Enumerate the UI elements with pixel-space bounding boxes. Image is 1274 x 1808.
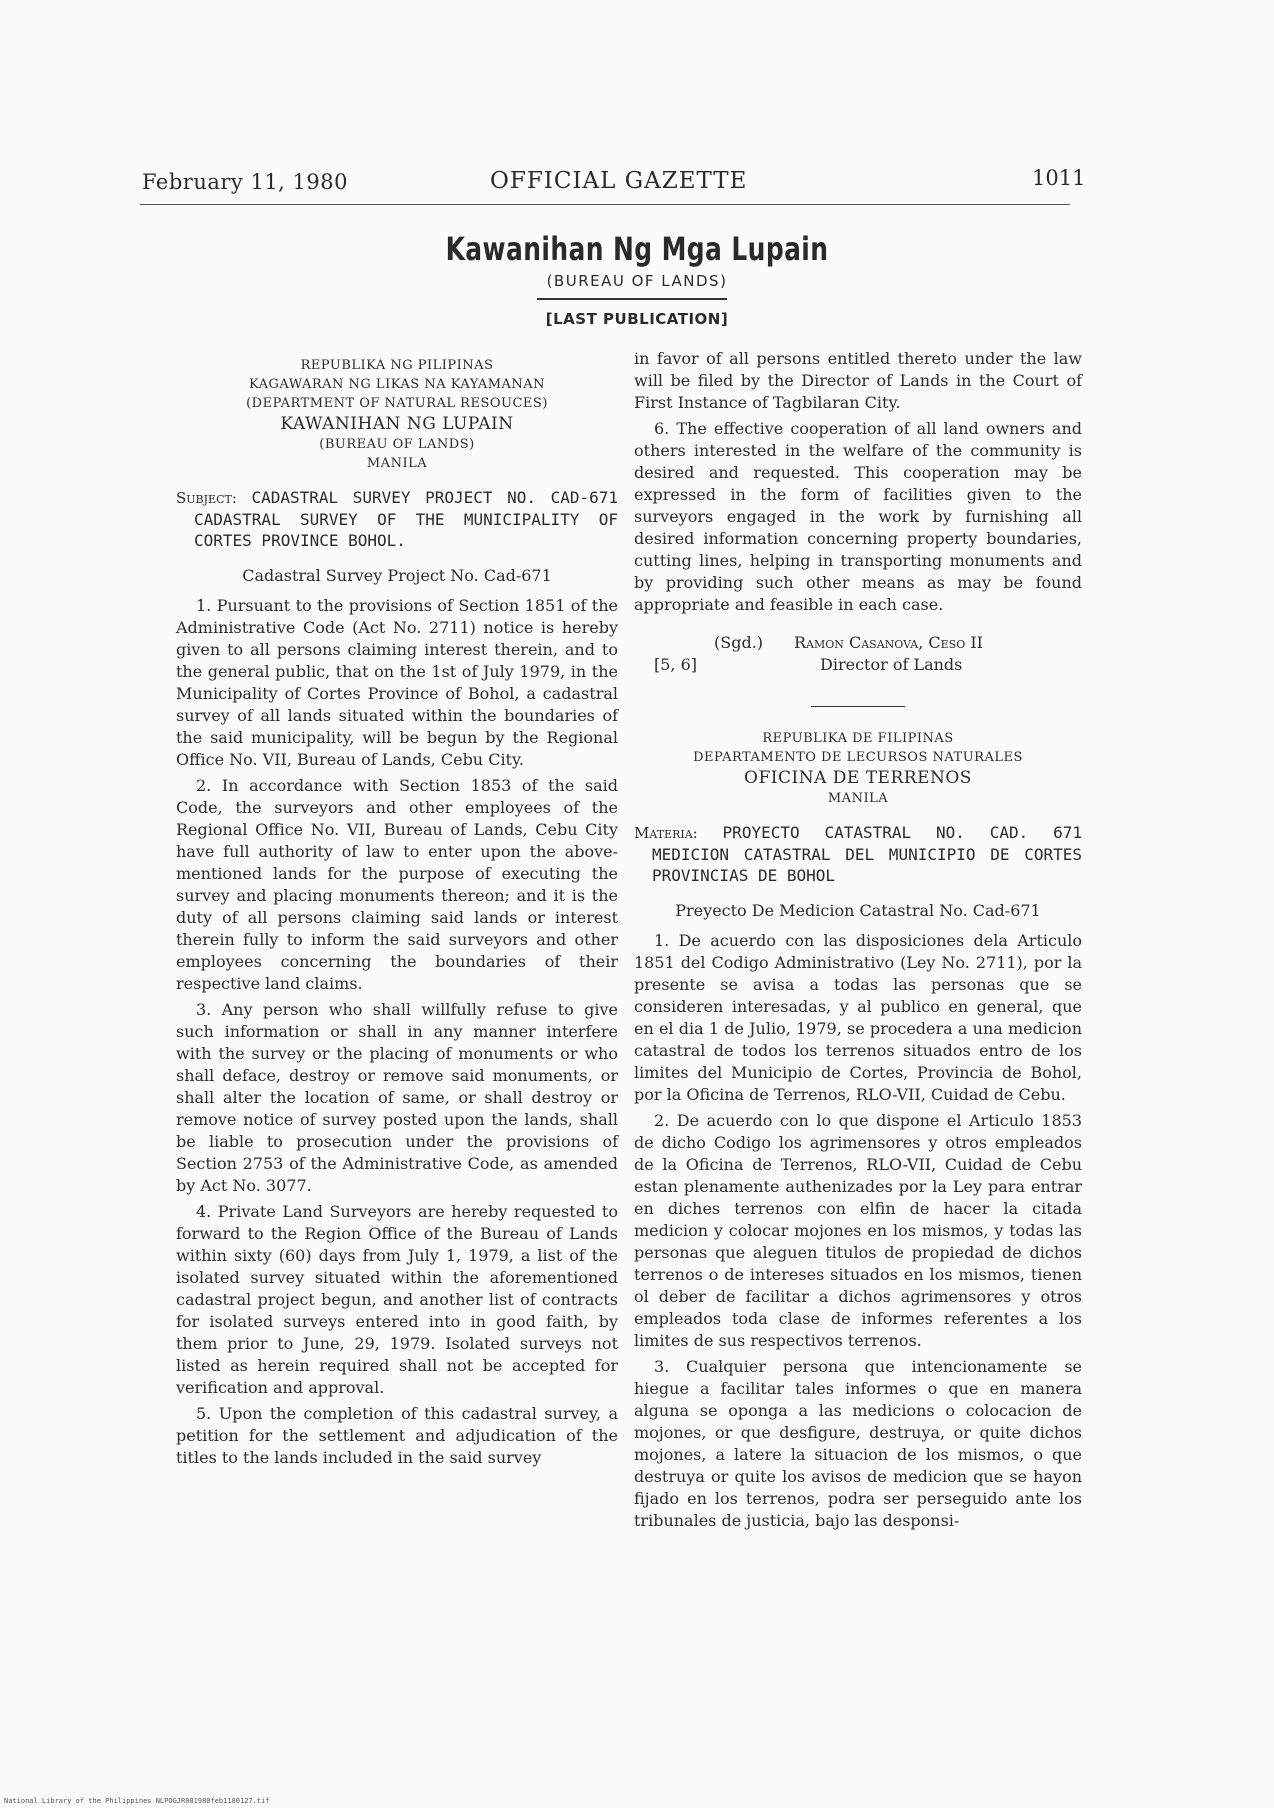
continuation-paragraph: in favor of all persons entitled thereto under the law will be filed by the Director of Lands in the Court of First Instance of Tagbilaran City. xyxy=(634,349,1082,412)
running-header-date: February 11, 1980 xyxy=(142,170,348,194)
signature-block xyxy=(634,632,1082,684)
agency-line: MANILA xyxy=(827,791,889,806)
left-column xyxy=(176,356,618,1473)
paragraph: 5. Upon the completion of this cadastral survey, a petition for the settlement and adjudication of the titles to the lands included in the said survey xyxy=(176,1404,618,1467)
page-number: 1011 xyxy=(1032,166,1086,190)
scan-footer: National Library of the Philippines NLPOGJR001980feb1180127.tif xyxy=(4,1797,270,1805)
agency-line: OFICINA DE TERRENOS xyxy=(744,768,972,788)
subject-block xyxy=(634,822,1082,886)
subject-text: PROYECTO CATASTRAL NO. CAD. 671 MEDICION CATASTRAL DEL MUNICIPIO DE CORTES PROVINCIAS DE BOHOL xyxy=(652,823,1082,885)
subject-label: Subject: xyxy=(176,489,237,507)
bureau-subtitle: (BUREAU OF LANDS) xyxy=(546,272,728,290)
project-line: Preyecto De Medicion Catastral No. Cad-671 xyxy=(675,901,1041,920)
subject-label: Materia: xyxy=(634,824,698,842)
signature-name: Ramon Casanova, Ceso II xyxy=(794,633,983,652)
paragraph: 4. Private Land Surveyors are hereby requested to forward to the Region Office of the Bureau of Lands within sixty (60) days from July 1, 1979, a list of the isolated survey situated within the aforementioned cadastral project begun, and another list of contracts for isolated surveys entered into in good faith, by them prior to June, 29, 1979. Isolated surveys not listed as herein required shall not be accepted for verification and approval. xyxy=(176,1202,618,1397)
subject-text: CADASTRAL SURVEY PROJECT NO. CAD-671 CADASTRAL SURVEY OF THE MUNICIPALITY OF CORTES PROVINCE BOHOL. xyxy=(194,488,618,550)
subject-block xyxy=(176,487,618,551)
title-rule xyxy=(537,298,727,300)
paragraph: 3. Cualquier persona que intencionamente se hiegue a facilitar tales informes o que en manera alguna se oponga a las medicions o colocacion de mojones, or que desfigure, destruya, or quite dichos mojones, a latere la situacion de los mismos, o que destruya or quite los avisos de medicion que se hayon fijado en los terrenos, podra ser perseguido ante los tribunales de justicia, bajo las desponsi- xyxy=(634,1357,1082,1530)
project-line: Cadastral Survey Project No. Cad-671 xyxy=(242,566,552,585)
agency-line: DEPARTAMENTO DE LECURSOS NATURALES xyxy=(693,750,1023,765)
bureau-title: Kawanihan Ng Mga Lupain xyxy=(445,230,829,268)
agency-line: REPUBLIKA NG PILIPINAS xyxy=(300,358,494,373)
paragraph: 1. De acuerdo con las disposiciones dela Articulo 1851 del Codigo Administrativo (Ley No. 2711), por la presente se avisa a todas las personas que se consideren interesadas, y al publico en general, que en el dia 1 de Julio, 1979, se procedera a una medicion catastral de todos los terrenos situados entro de los limites del Municipio de Cortes, Provincia de Bohol, por la Oficina de Terrenos, RLO-VII, Cuidad de Cebu. xyxy=(634,931,1082,1104)
paragraph: 2. De acuerdo con lo que dispone el Articulo 1853 de dicho Codigo los agrimensores y otros empleados de la Oficina de Terrenos, RLO-VII, Cuidad de Cebu estan plenamente authenizades por la Ley para entrar en diches terrenos con elfin de hacer la citada medicion y colocar mojones en los mismos, y todas las personas que aleguen titulos de propiedad de dichos terrenos o de intereses situados en los mismos, tienen ol deber de facilitar a dichos agrimensores y otros empleados toda clase de informes referentes a los limites de sus respectivos terrenos. xyxy=(634,1111,1082,1350)
paragraph: 6. The effective cooperation of all land owners and others interested in the welfare of the community is desired and requested. This cooperation may be expressed in the form of facilities given to the surveyors engaged in the work by furnishing all desired information concerning property boundaries, cutting lines, helping in transporting monuments and by providing such other means as may be found appropriate and feasible in each case. xyxy=(634,419,1082,614)
agency-line: KAWANIHAN NG LUPAIN xyxy=(280,414,514,434)
header-rule xyxy=(140,204,1070,205)
last-publication-label: [LAST PUBLICATION] xyxy=(545,310,729,328)
paragraph: 3. Any person who shall willfully refuse to give such information or shall in any manner interfere with the survey or the placing of monuments or who shall deface, destroy or remove said monuments, or shall alter the location of same, or shall destroy or remove notice of survey posted upon the lands, shall be liable to prosecution under the provisions of Section 2753 of the Administrative Code, as amended by Act No. 3077. xyxy=(176,1000,618,1195)
signature-title: Director of Lands xyxy=(820,655,963,674)
right-column xyxy=(634,348,1082,1536)
signature-sgd: (Sgd.) xyxy=(714,633,764,652)
agency-line: REPUBLIKA DE FILIPINAS xyxy=(762,731,954,746)
paragraph: 2. In accordance with Section 1853 of the said Code, the surveyors and other employees of the Regional Office No. VII, Bureau of Lands, Cebu City have full authority of law to enter upon the above-mentioned lands for the purpose of executing the survey and placing monuments thereon; and it is the duty of all persons claiming said lands or interest therein fully to inform the said surveyors and other employees concerning the boundaries of their respective land claims. xyxy=(176,776,618,993)
issue-reference: [5, 6] xyxy=(654,655,698,674)
running-header-publication: OFFICIAL GAZETTE xyxy=(490,168,748,194)
agency-line: (DEPARTMENT OF NATURAL RESOUCES) xyxy=(246,396,548,411)
section-divider xyxy=(811,706,905,707)
agency-line: (BUREAU OF LANDS) xyxy=(319,437,475,452)
agency-line: KAGAWARAN NG LIKAS NA KAYAMANAN xyxy=(248,377,546,392)
agency-line: MANILA xyxy=(366,456,428,471)
paragraph: 1. Pursuant to the provisions of Section 1851 of the Administrative Code (Act No. 2711) notice is hereby given to all persons claiming interest therein, and to the general public, that on the 1st of July 1979, in the Municipality of Cortes Province of Bohol, a cadastral survey of all lands situated within the boundaries of the said municipality, will be begun by the Regional Office No. VII, Bureau of Lands, Cebu City. xyxy=(176,596,618,769)
